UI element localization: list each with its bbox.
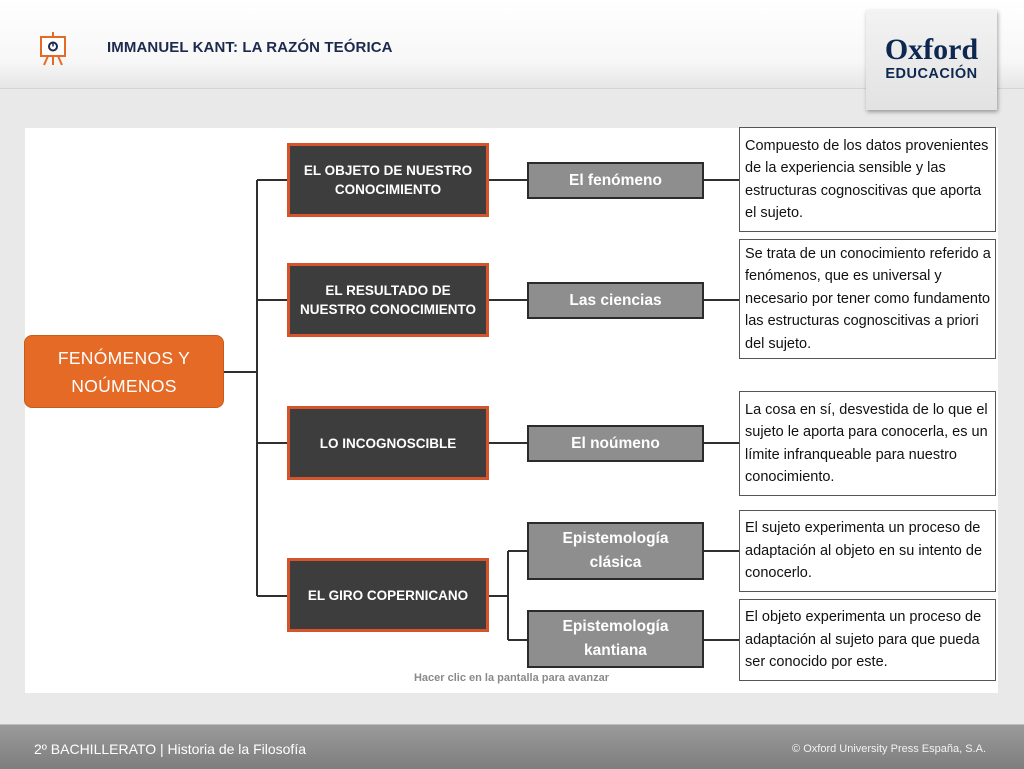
course-label: 2º BACHILLERATO | Historia de la Filosofía bbox=[34, 741, 307, 757]
root-node-label: FENÓMENOS Y NOÚMENOS bbox=[57, 347, 191, 396]
description-text: Se trata de un conocimiento referido a fenómenos, que es universal y necesario por tener como fundamento las estructuras cognoscitivas a priori del sujeto. bbox=[745, 245, 991, 352]
description-text: La cosa en sí, desvestida de lo que el sujeto le aporta para conocerla, es un límite infranqueable para nuestro conocimiento. bbox=[745, 401, 988, 485]
concept-node-epistemologia-kantiana[interactable] bbox=[527, 610, 704, 668]
logo-wordmark: Oxford bbox=[884, 33, 979, 66]
oxford-logo bbox=[866, 10, 997, 110]
logo-subtitle: EDUCACIÓN bbox=[885, 66, 978, 82]
category-node-incognoscible[interactable] bbox=[287, 406, 489, 480]
description-fenomeno bbox=[739, 127, 996, 232]
category-label: EL GIRO COPERNICANO bbox=[307, 587, 469, 603]
concept-label: Las ciencias bbox=[569, 291, 662, 309]
concept-node-epistemologia-clasica[interactable] bbox=[527, 522, 704, 580]
category-node-giro[interactable] bbox=[287, 558, 489, 632]
concept-label: El fenómeno bbox=[568, 171, 662, 189]
slide-footer bbox=[0, 724, 1024, 769]
concept-label: Epistemología kantiana bbox=[562, 618, 669, 659]
concept-node-ciencias[interactable] bbox=[527, 282, 704, 319]
concept-node-noumeno[interactable] bbox=[527, 425, 704, 462]
description-noumeno bbox=[739, 391, 996, 496]
description-text: Compuesto de los datos provenientes de la experiencia sensible y las estructuras cognoscitivas que aporta el sujeto. bbox=[745, 137, 989, 221]
advance-hint: Hacer clic en la pantalla para avanzar bbox=[413, 672, 610, 684]
root-node[interactable] bbox=[24, 335, 224, 408]
description-text: El sujeto experimenta un proceso de adaptación al objeto en su intento de conocerlo. bbox=[745, 520, 983, 582]
concept-label: Epistemología clásica bbox=[562, 530, 669, 571]
concept-node-fenomeno[interactable] bbox=[527, 162, 704, 199]
description-epistemologia-kantiana bbox=[739, 599, 996, 681]
category-node-objeto[interactable] bbox=[287, 143, 489, 217]
copyright-label: © Oxford University Press España, S.A. bbox=[792, 743, 986, 755]
description-text: El objeto experimenta un proceso de adaptación al sujeto para que pueda ser conocido por este. bbox=[745, 609, 982, 671]
description-ciencias bbox=[739, 239, 996, 359]
category-label: EL OBJETO DE NUESTRO CONOCIMIENTO bbox=[303, 163, 473, 197]
category-node-resultado[interactable] bbox=[287, 263, 489, 337]
category-label: LO INCOGNOSCIBLE bbox=[319, 435, 457, 451]
category-label: EL RESULTADO DE NUESTRO CONOCIMIENTO bbox=[299, 283, 476, 317]
slide-title: IMMANUEL KANT: LA RAZÓN TEÓRICA bbox=[107, 39, 393, 56]
concept-label: El noúmeno bbox=[571, 434, 660, 452]
description-epistemologia-clasica bbox=[739, 510, 996, 592]
